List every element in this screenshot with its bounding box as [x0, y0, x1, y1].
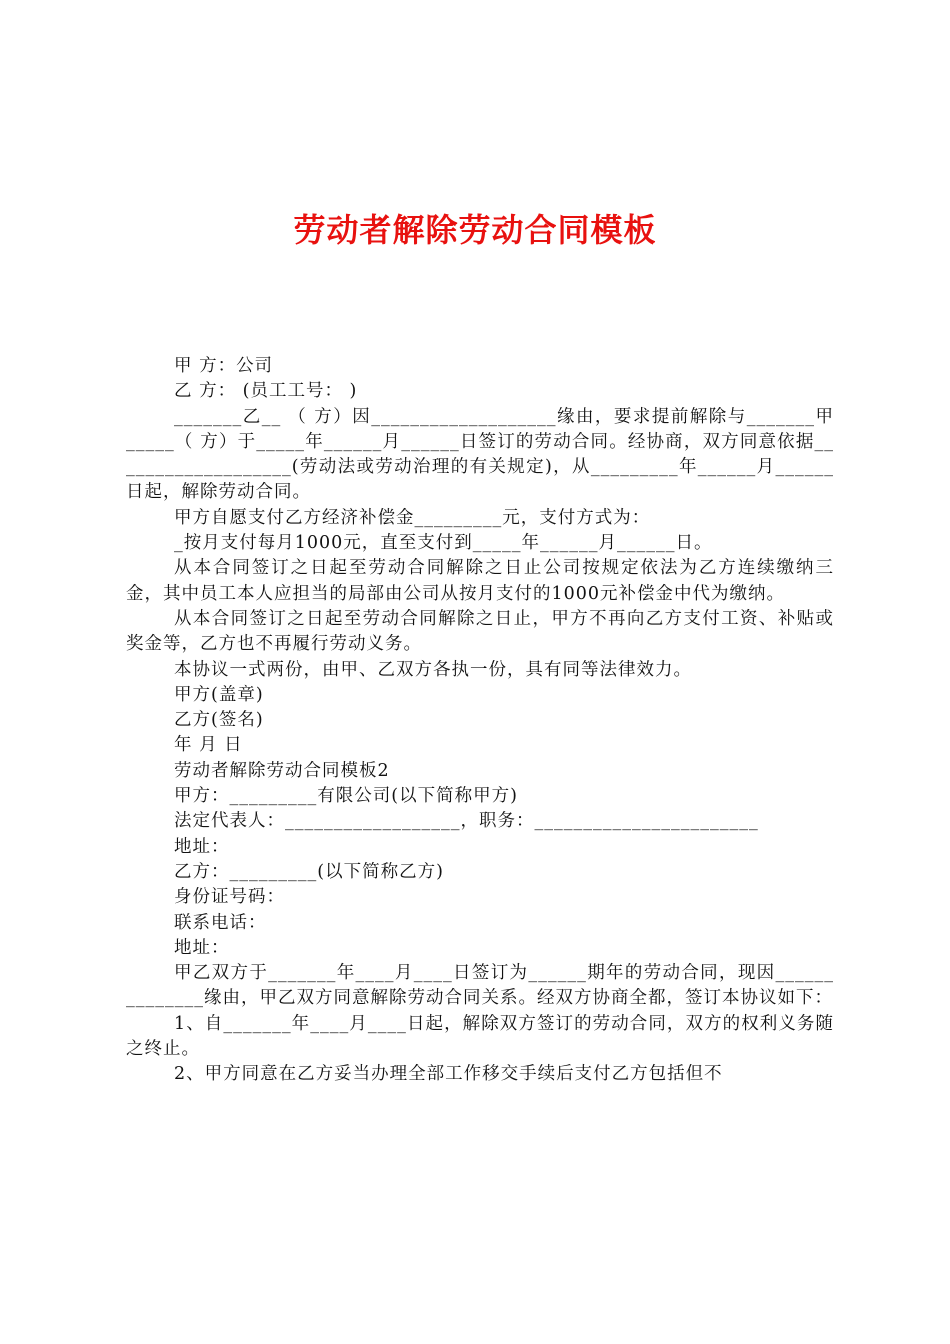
legal-representative-line: 法定代表人：__________________，职务：_______________________ — [174, 811, 759, 832]
template-2-party-b: 乙方：_________(以下简称乙方) — [174, 861, 444, 882]
party-b-signature-line: 乙方(签名) — [174, 710, 264, 731]
termination-reason-paragraph: _______乙__ （ 方）因___________________缘由，要求提前解除与_______甲_____（ 方）于_____年______月______日签订的劳动合同。经协商，双方同意依据___________________(劳动法或劳动治理的有关规定)，从_________年______月______日起，解除劳动合同。 — [126, 406, 834, 503]
party-b-line: 乙 方： (员工工号： ) — [174, 381, 358, 402]
template-2-heading: 劳动者解除劳动合同模板2 — [174, 760, 390, 781]
party-a-seal-line: 甲方(盖章) — [174, 684, 264, 705]
contract-background-paragraph: 甲乙双方于_______年____月____日签订为______期年的劳动合同，现因______________缘由，甲乙双方同意解除劳动合同关系。经双方协商全都，签订本协议如下： — [126, 963, 834, 1009]
party-a-line: 甲 方：公司 — [174, 356, 274, 376]
id-number-line: 身份证号码： — [174, 887, 285, 908]
template-2-party-a: 甲方：_________有限公司(以下简称甲方) — [174, 786, 518, 807]
party-b-address-line: 地址： — [174, 937, 230, 958]
clause-2-paragraph: 2、甲方同意在乙方妥当办理全部工作移交手续后支付乙方包括但不 — [174, 1064, 723, 1085]
wages-paragraph: 从本合同签订之日起至劳动合同解除之日止，甲方不再向乙方支付工资、补贴或奖金等，乙方也不再履行劳动义务。 — [126, 608, 834, 655]
compensation-paragraph: 甲方自愿支付乙方经济补偿金_________元，支付方式为： — [174, 507, 651, 528]
party-a-address-line: 地址： — [174, 836, 230, 857]
clause-1-paragraph: 1、自_______年____月____日起，解除双方签订的劳动合同，双方的权利义务随之终止。 — [126, 1013, 834, 1060]
copies-paragraph: 本协议一式两份，由甲、乙双方各执一份，具有同等法律效力。 — [174, 659, 692, 680]
document-title: 劳动者解除劳动合同模板 — [293, 211, 657, 249]
date-line: 年 月 日 — [174, 735, 243, 756]
insurance-paragraph: 从本合同签订之日起至劳动合同解除之日止公司按规定依法为乙方连续缴纳三金，其中员工本人应担当的局部由公司从按月支付的1000元补偿金中代为缴纳。 — [126, 558, 834, 604]
phone-line: 联系电话： — [174, 912, 267, 933]
payment-method-paragraph: _按月支付每月1000元，直至支付到_____年______月______日。 — [174, 533, 713, 554]
document-body — [126, 354, 834, 1088]
